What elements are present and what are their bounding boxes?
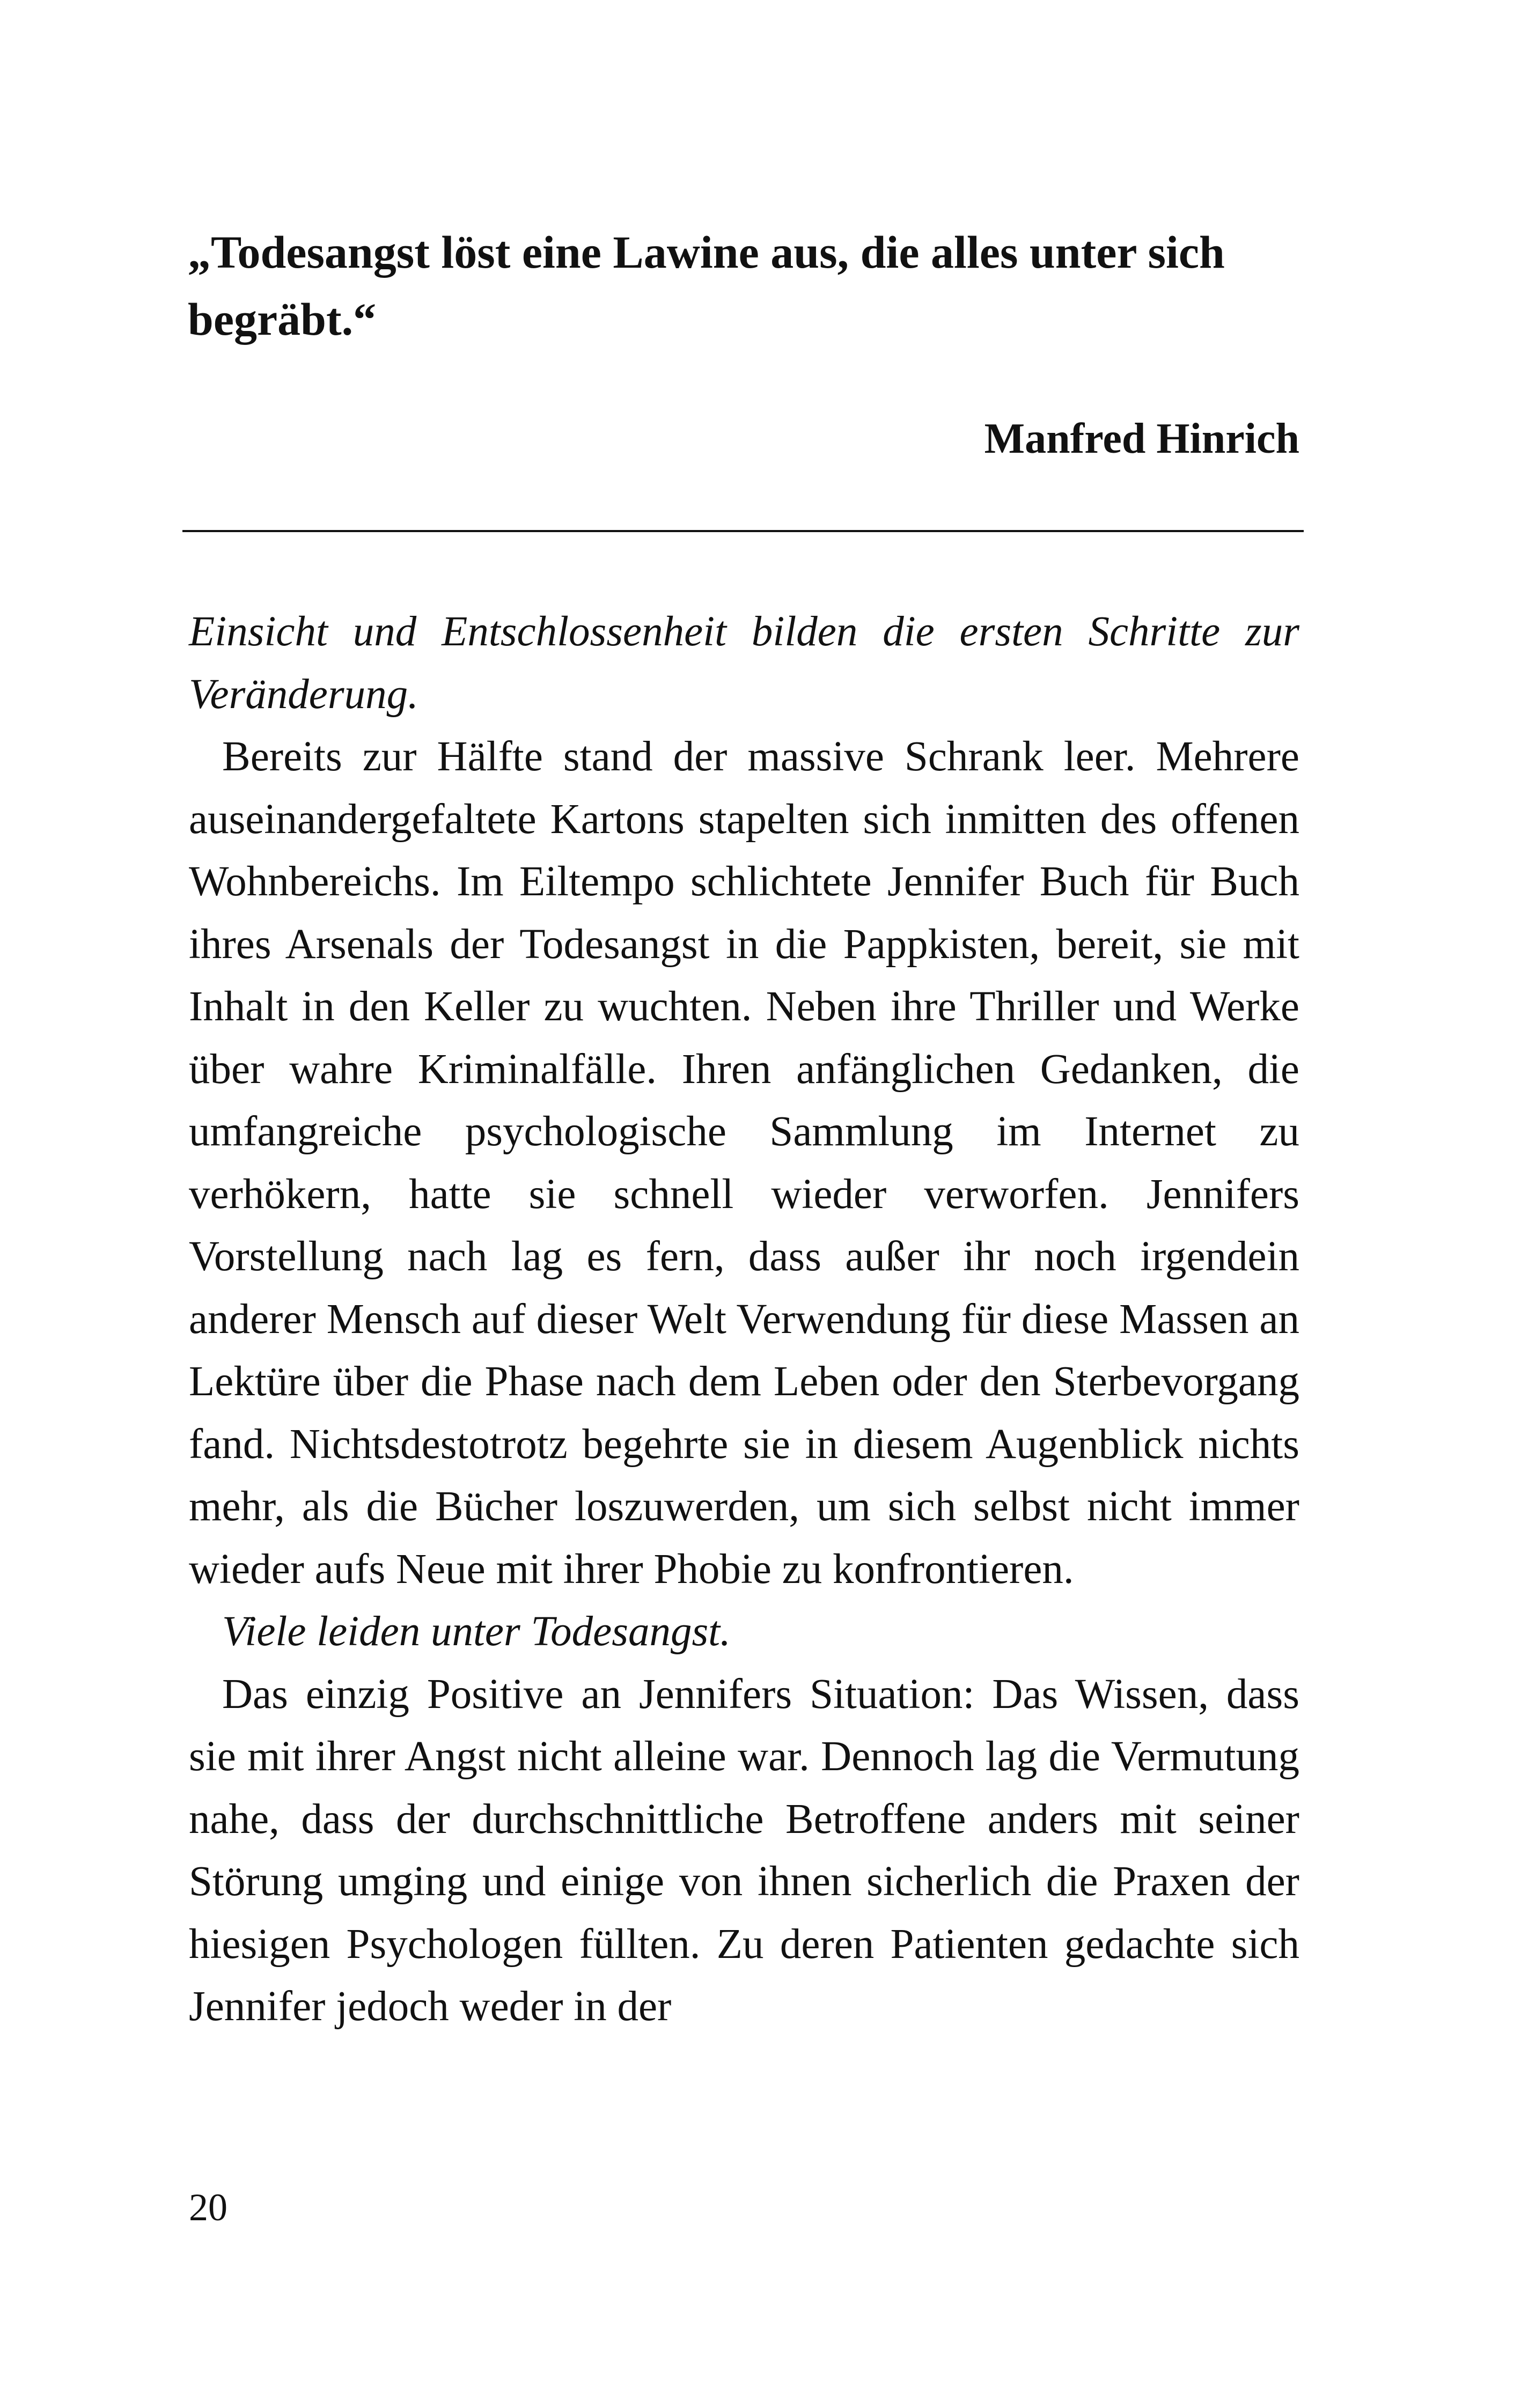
epigraph-author: Manfred Hinrich: [984, 415, 1299, 462]
chapter-body: [189, 601, 1299, 2038]
divider-rule: [182, 530, 1304, 532]
paragraph: Das einzig Positive an Jennifers Situation: Das Wissen, dass sie mit ihrer Angst nicht alleine war. Dennoch lag die Vermutung nahe, dass der durchschnittliche Betroffene anders mit seiner Störung umging und einige von ihnen sicherlich die Praxen der hiesigen Psychologen füllten. Zu deren Patienten gedachte sich Jennifer jedoch weder in der: [189, 1670, 1299, 2030]
page-number: 20: [189, 2186, 227, 2229]
epigraph-quote: „Todesangst löst eine Lawine aus, die alles unter sich begräbt.“: [188, 226, 1225, 345]
paragraph: Bereits zur Hälfte stand der massive Schrank leer. Mehrere auseinandergefaltete Kartons stapelten sich inmitten des offenen Wohnbereichs. Im Eiltempo schlichtete Jennifer Buch für Buch ihres Arsenals der Todesangst in die Pappkisten, bereit, sie mit Inhalt in den Keller zu wuchten. Neben ihre Thriller und Werke über wahre Kriminalfälle. Ihren anfänglichen Gedanken, die umfangreiche psychologische Sammlung im Internet zu verhökern, hatte sie schnell wieder verworfen. Jennifers Vorstellung nach lag es fern, dass außer ihr noch irgendein anderer Mensch auf dieser Welt Verwendung für diese Massen an Lektüre über die Phase nach dem Leben oder den Sterbevorgang fand. Nichtsdestotrotz begehrte sie in diesem Augenblick nichts mehr, als die Bücher loszuwerden, um sich selbst nicht immer wieder aufs Neue mit ihrer Phobie zu konfrontieren.: [189, 733, 1299, 1593]
italic-line: Viele leiden unter Todesangst.: [222, 1608, 731, 1655]
lead-sentence: Einsicht und Entschlossenheit bilden die ersten Schritte zur Veränderung.: [189, 608, 1299, 718]
